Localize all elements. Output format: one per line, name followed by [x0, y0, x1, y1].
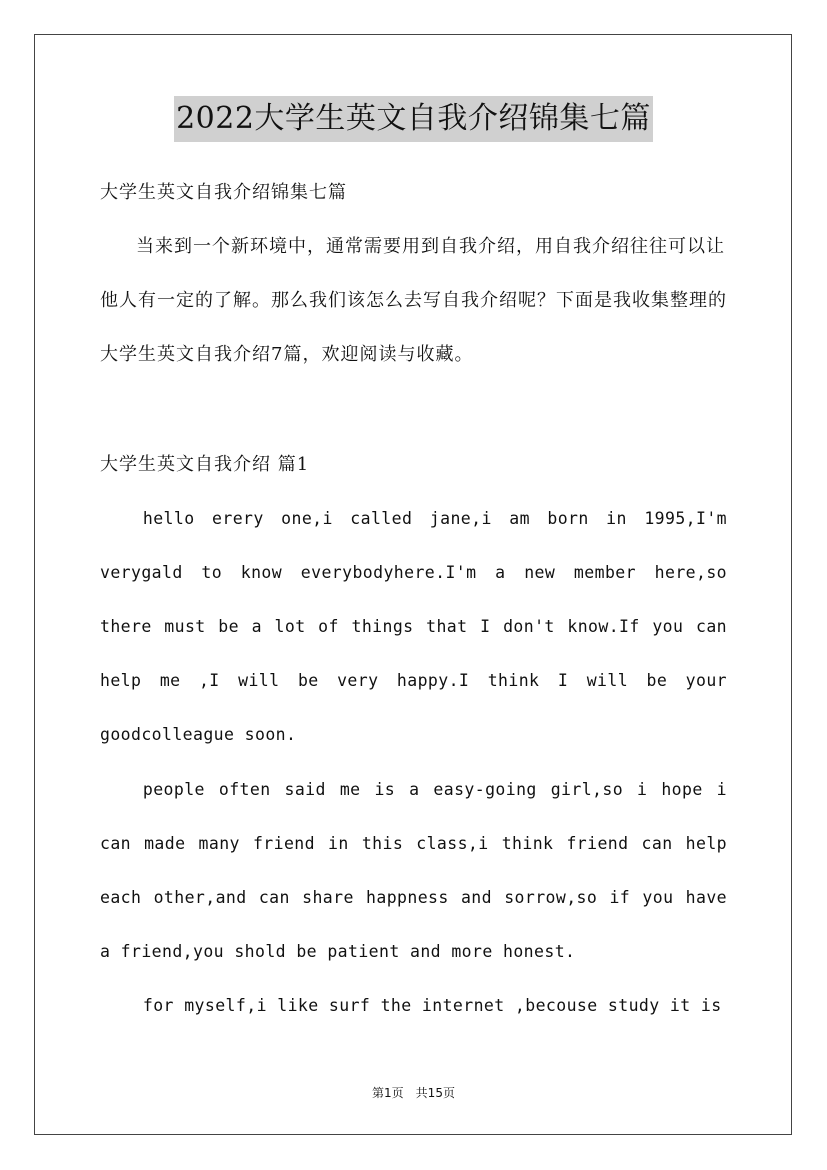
subtitle: 大学生英文自我介绍锦集七篇	[100, 182, 347, 203]
body-paragraph-1: hello erery one,i called jane,i am born in 1995,I'm verygald to know everybodyhere.I'm a new member here,so there must be a lot of things that I don't know.If you can help me ,I will be very happy.I think I will be your goodcolleague soon.	[100, 509, 727, 744]
body-paragraph-2: people often said me is a easy-going girl,so i hope i can made many friend in this class,i think friend can help each other,and can share happness and sorrow,so if you have a friend,you shold be patient and more honest.	[100, 780, 727, 961]
body-paragraph-3: for myself,i like surf the internet ,becouse study it is	[142, 996, 722, 1015]
intro-paragraph: 当来到一个新环境中，通常需要用到自我介绍，用自我介绍往往可以让他人有一定的了解。那么我们该怎么去写自我介绍呢？下面是我收集整理的大学生英文自我介绍7篇，欢迎阅读与收藏。	[100, 236, 727, 365]
title-container	[0, 96, 827, 142]
section-heading: 大学生英文自我介绍 篇1	[100, 454, 310, 475]
page-number-footer: 第1页 共15页	[372, 1086, 455, 1100]
document-title: 2022大学生英文自我介绍锦集七篇	[174, 96, 653, 142]
